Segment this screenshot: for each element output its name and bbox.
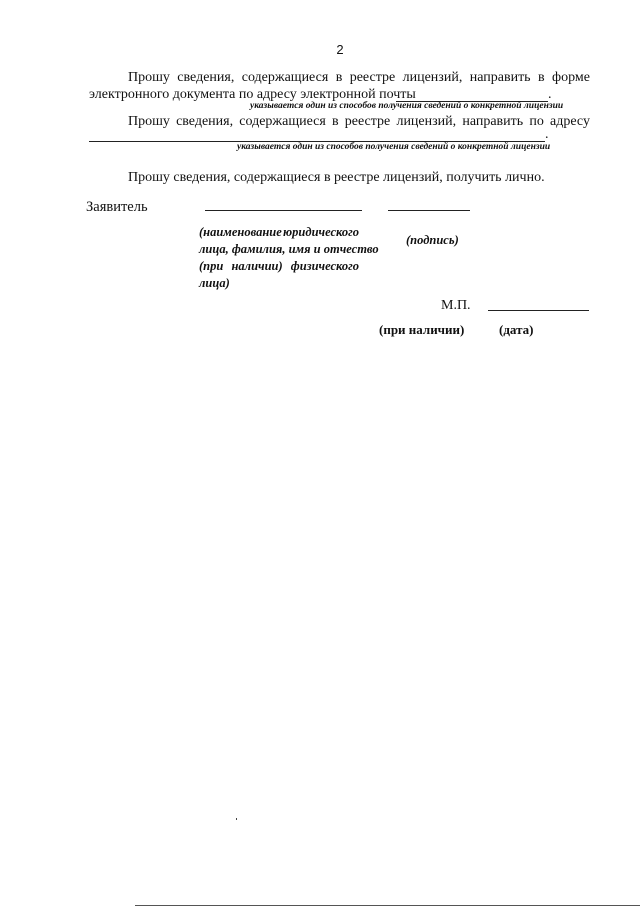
email-request-word: реестре bbox=[349, 70, 396, 85]
scan-speck bbox=[236, 818, 237, 820]
email-request-word: лицензий, bbox=[402, 70, 463, 85]
address-request-line1 bbox=[91, 114, 590, 130]
name-caption-word: (при bbox=[199, 259, 224, 273]
name-caption-word: физического bbox=[290, 259, 359, 273]
email-request-word: в bbox=[335, 70, 343, 85]
name-caption-word: наличии) bbox=[231, 259, 283, 273]
address-request-word: содержащиеся bbox=[239, 114, 326, 129]
applicant-name-field[interactable] bbox=[205, 210, 362, 211]
address-request-word: в bbox=[331, 114, 339, 129]
address-request-word: по bbox=[529, 114, 544, 129]
name-caption-word: (наименование bbox=[199, 225, 282, 239]
address-request-word: адресу bbox=[550, 114, 590, 129]
email-hint: указывается один из способов получения сведений о конкретной лицензии bbox=[250, 101, 564, 111]
email-request-line1 bbox=[91, 70, 590, 86]
name-caption-row3 bbox=[199, 259, 359, 274]
stamp-label: М.П. bbox=[441, 298, 471, 313]
address-request-word: лицензий, bbox=[396, 114, 457, 129]
email-request-word: Прошу bbox=[128, 70, 170, 85]
stamp-note: (при наличии) bbox=[379, 322, 465, 337]
name-caption-row4: лица) bbox=[199, 276, 230, 290]
email-request-line2: электронного документа по адресу электронной почты bbox=[89, 87, 416, 102]
address-hint: указывается один из способов получения сведений о конкретной лицензии bbox=[237, 142, 551, 152]
email-request-word: в bbox=[537, 70, 545, 85]
name-caption-row2: лица, фамилия, имя и отчество bbox=[199, 242, 379, 256]
address-request-word: направить bbox=[462, 114, 524, 129]
email-request-word: сведения, bbox=[177, 70, 235, 85]
address-request-word: сведения, bbox=[176, 114, 234, 129]
email-request-word: содержащиеся bbox=[241, 70, 329, 85]
date-caption: (дата) bbox=[499, 322, 534, 337]
signature-caption: (подпись) bbox=[406, 233, 459, 247]
name-caption-row1 bbox=[199, 225, 359, 240]
email-request-word: направить bbox=[469, 70, 531, 85]
address-line-period: . bbox=[545, 127, 549, 142]
date-field[interactable] bbox=[488, 310, 589, 311]
name-caption-word: юридического bbox=[283, 225, 359, 239]
personal-request: Прошу сведения, содержащиеся в реестре лицензий, получить лично. bbox=[128, 170, 545, 185]
email-line-period: . bbox=[548, 87, 552, 102]
page-number: 2 bbox=[336, 42, 344, 57]
email-request-word: форме bbox=[552, 70, 590, 85]
applicant-label: Заявитель bbox=[86, 199, 148, 215]
address-request-word: Прошу bbox=[128, 114, 170, 129]
address-request-word: реестре bbox=[344, 114, 391, 129]
applicant-signature-field[interactable] bbox=[388, 210, 470, 211]
